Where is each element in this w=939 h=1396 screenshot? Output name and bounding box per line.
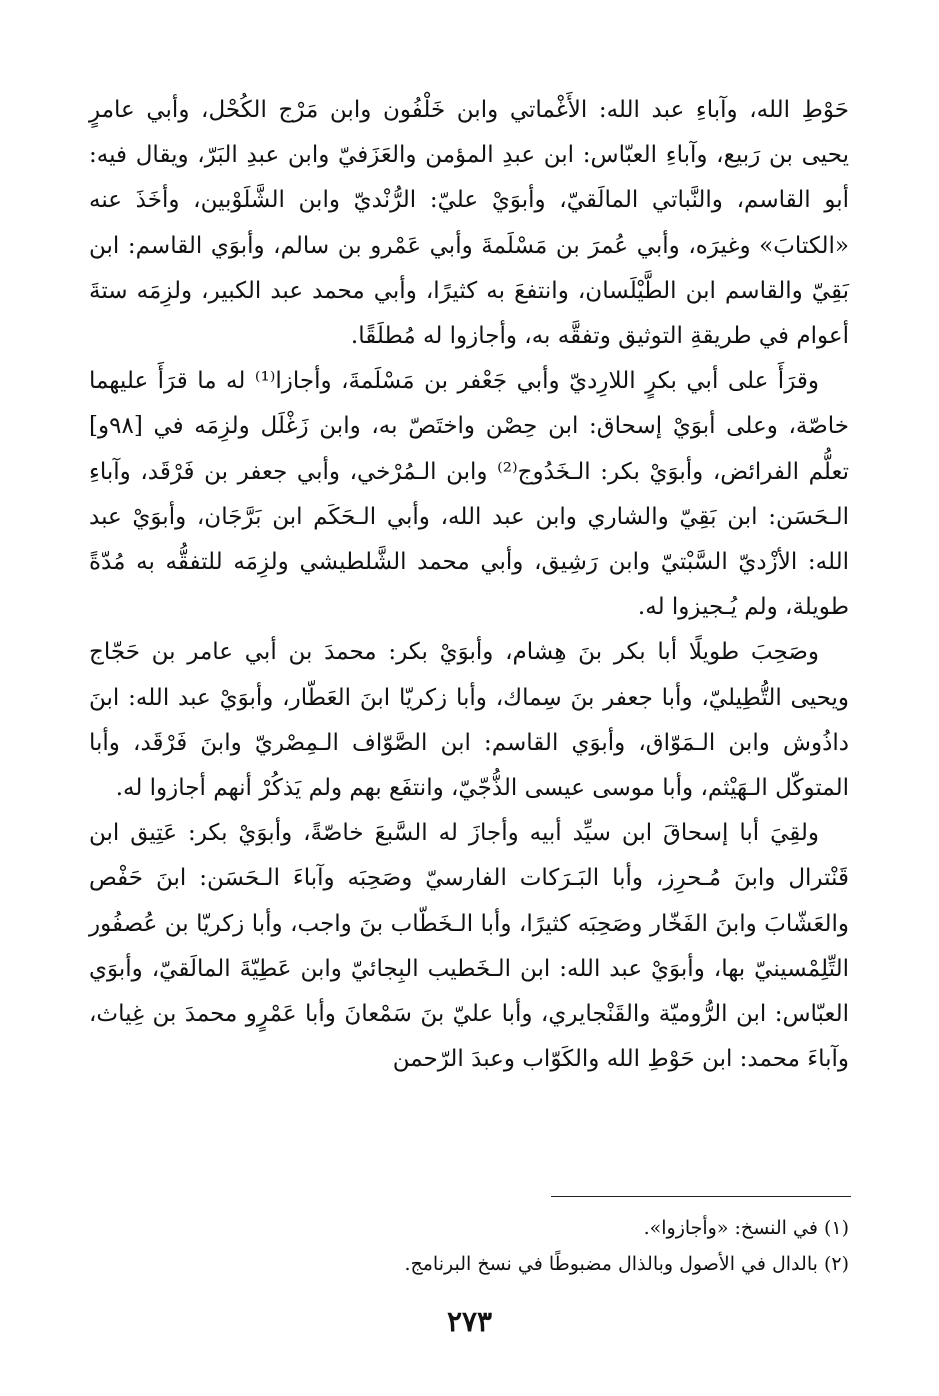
page-number: ٢٧٣ — [446, 1305, 493, 1338]
footnotes-block — [89, 1210, 849, 1282]
paragraph: حَوْطِ الله، وآباءِ عبد الله: الأَغْماتي وابن خَلْفُون وابن مَرْج الكُحْل، وأبي عامرٍ يحيى بن رَبيع، وآباءِ العبّاس: ابن عبدِ المؤمن والعَزَفيّ وابن عبدِ البَرّ، ويقال فيه: أبو القاسم، والنَّباتي المالَقيّ، وأبوَيْ عليّ: الرُّنْديّ وابن الشَّلَوْبين، وأخَذَ عنه «الكتابَ» وغيرَه، وأبي عُمرَ بن مَسْلَمةَ وأبي عَمْرو بن سالم، وأبوَي القاسم: ابن بَقِيّ والقاسم ابن الطَّيْلَسان، وانتفعَ به كثيرًا، وأبي محمد عبد الكبير، ولزِمَه ستةَ أعوام في طريقةِ التوثيق وتفقَّه به، وأجازوا له مُطلَقًا. — [89, 97, 849, 350]
footnote: (١) في النسخ: «وأجازوا». — [643, 1217, 849, 1239]
paragraph: وقرَأَ على أبي بكرٍ اللارِديّ وأبي جَعْفر بن مَسْلَمةَ، وأجازا⁽¹⁾ له ما قرَأَ عليهما خاصّة، وعلى أبوَيْ إسحاق: ابن حِصْن واختَصّ به، وابن زَغْلَل ولزِمَه في [٩٨و] تعلُّم الفرائض، وأبوَيْ بكر: الـخَدُوج⁽²⁾ وابن الـمُرْخي، وأبي جعفر بن فَرْقَد، وآباءِ الـحَسَن: ابن بَقِيّ والشاري وابن عبد الله، وأبي الـحَكَم ابن بَرَّجَان، وأبوَيْ عبد الله: الأزْديّ السَّبْتيّ وابن رَشِيق، وأبي محمد الشَّلطيشي ولزِمَه للتفقُّه به مُدّةً طويلة، ولم يُـجيزوا له. — [89, 368, 849, 621]
paragraph: وصَحِبَ طويلًا أبا بكر بنَ هِشام، وأبوَيْ بكر: محمدَ بن أبي عامر بن حَجّاج ويحيى التُّطِيليّ، وأبا جعفر بنَ سِماك، وأبا زكريّا ابنَ العَطّار، وأبوَيْ عبد الله: ابنَ داذُوش وابن الـمَوّاق، وأبوَي القاسم: ابن الصَّوّاف الـمِصْريّ وابنَ فَرْقَد، وأبا المتوكّل الـهَيْثم، وأبا موسى عيسى الذُّجّيّ، وانتفَع بهم ولم يَذكُرْ أنهم أجازوا له. — [89, 639, 849, 802]
main-text-block — [89, 88, 849, 1082]
paragraph: ولقِيَ أبا إسحاقَ ابن سيِّد أبيه وأجازَ له السَّبعَ خاصّةً، وأبوَيْ بكر: عَتِيق ابن قَنْترال وابنَ مُـحرِز، وأبا البَـرَكات الفارسيّ وصَحِبَه وآباءَ الـحَسَن: ابنَ حَفْص والعَشّابَ وابنَ الفَخّار وصَحِبَه كثيرًا، وأبا الـخَطّاب بنَ واجب، وأبا زكريّا بن عُصفُور التِّلِمْسينيّ بها، وأبوَيْ عبد الله: ابن الـخَطيب البِجائيّ وابن عَطِيّةَ المالَقيّ، وأبوَي العبّاس: ابن الرُّوميّة والقَنْجايري، وأبا عليّ بنَ سَمْعانَ وأبا عَمْرٍو محمدَ بن غِياث، وآباءَ محمد: ابن حَوْطِ الله والكَوّاب وعبدَ الرّحمن — [89, 820, 849, 1073]
footnote: (٢) بالدال في الأصول وبالذال مضبوطًا في نسخ البرنامج. — [404, 1253, 849, 1275]
footnote-separator — [551, 1196, 851, 1197]
